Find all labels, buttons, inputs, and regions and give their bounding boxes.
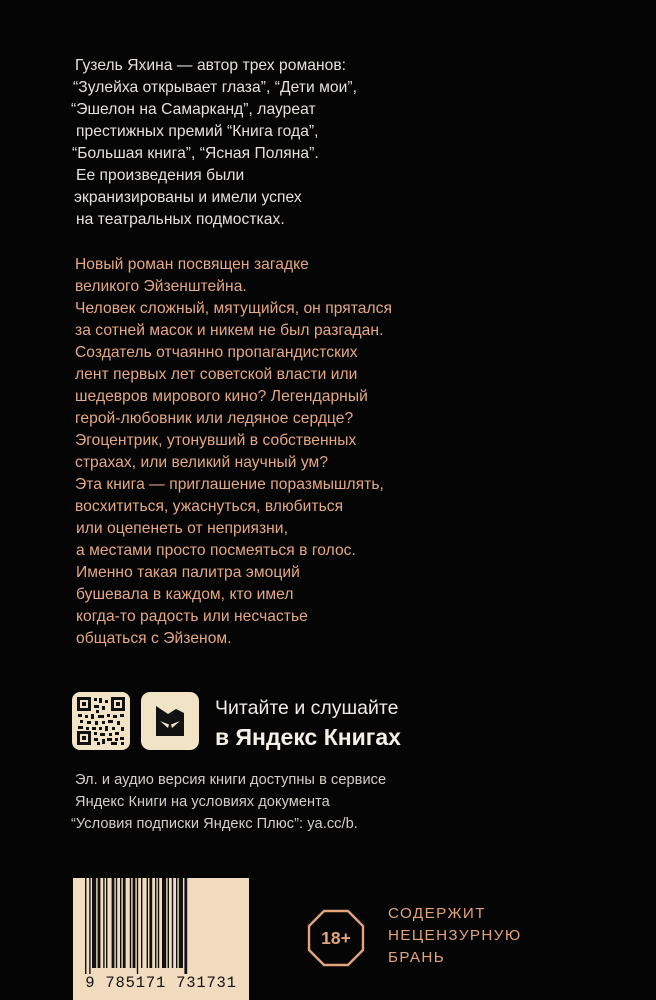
blurb-line: когда-то радость или несчастье [76, 608, 308, 625]
barcode-bar [141, 878, 142, 968]
blurb-line: шедевров мирового кино? Легендарный [75, 388, 368, 405]
barcode-bar [130, 878, 131, 968]
service-note-line: Яндекс Книги на условиях документа [75, 794, 330, 810]
barcode-bar [112, 878, 115, 968]
barcode-bar [147, 878, 148, 968]
barcode-bar [155, 878, 156, 968]
blurb-line: или оцепенеть от неприязни, [76, 520, 288, 537]
blurb-line: Создатель отчаянно пропагандистских [75, 344, 358, 361]
barcode-bar [85, 878, 86, 974]
content-warning-line: СОДЕРЖИТ [388, 905, 486, 922]
blurb-line: Именно такая палитра эмоций [76, 564, 300, 581]
blurb-line: страхах, или великий научный ум? [75, 454, 329, 471]
yandex-books-logo-icon [141, 692, 199, 750]
blurb-line: герой-любовник или ледяное сердце? [75, 410, 354, 427]
barcode-bar [116, 878, 117, 968]
barcode-bars [73, 878, 249, 974]
author-bio-line: на театральных подмостках. [76, 211, 285, 228]
barcode-bar [137, 878, 138, 974]
content-warning-line: НЕЦЕНЗУРНУЮ [388, 927, 522, 944]
promo-read-listen-text: Читайте и слушайте [215, 697, 399, 719]
author-bio-line: “Большая книга”, “Ясная Поляна”. [72, 145, 319, 162]
qr-code-icon [77, 697, 125, 745]
content-warning-line: БРАНЬ [388, 949, 446, 966]
barcode-bar [103, 878, 104, 968]
blurb-line: бушевала в каждом, кто имел [76, 586, 294, 603]
service-note-line: Эл. и аудио версия книги доступны в сервисе [75, 772, 387, 788]
blurb-line: Эгоцентрик, утонувший в собственных [75, 432, 357, 449]
barcode-bar [133, 878, 136, 968]
barcode-bar [149, 878, 152, 968]
barcode-bar [172, 878, 173, 968]
age-rating-badge [307, 909, 365, 967]
promo-yandex-books-text: в Яндекс Книгах [215, 724, 401, 750]
barcode-bar [179, 878, 183, 968]
barcode-bar [98, 878, 101, 968]
author-bio-line: Гузель Яхина — автор трех романов: [75, 57, 347, 74]
service-note-line: “Условия подписки Яндекс Плюс”: ya.cc/b. [71, 816, 358, 832]
blurb-line: восхититься, ужаснуться, влюбиться [75, 498, 344, 515]
yandex-books-logo-icon[interactable] [141, 692, 199, 750]
barcode-bar [168, 878, 169, 968]
blurb-line: за сотней масок и никем не был разгадан. [75, 322, 384, 339]
barcode-bar [120, 878, 121, 968]
blurb-line: лент первых лет советской власти или [75, 366, 358, 383]
author-bio-line: Ее произведения были [76, 167, 245, 184]
blurb-line: Эта книга — приглашение поразмышлять, [75, 476, 384, 493]
barcode-bar [184, 878, 187, 974]
author-bio-line: “Зулейха открывает глаза”, “Дети мои”, [73, 79, 358, 96]
blurb-line: а местами просто посмеяться в голос. [76, 542, 356, 559]
barcode-bar [92, 878, 96, 968]
age-rating-label: 18+ [321, 928, 351, 948]
isbn-barcode [73, 878, 249, 1000]
blurb-line: Человек сложный, мятущийся, он прятался [75, 300, 392, 317]
author-bio-line: “Эшелон на Самарканд”, лауреат [71, 101, 316, 118]
blurb-line: Новый роман посвящен загадке [75, 256, 309, 273]
barcode-bar [106, 878, 107, 968]
author-bio-line: экранизированы и имели успех [74, 189, 302, 206]
isbn-number: 9 785171 731731 [85, 974, 237, 992]
barcode-bar [123, 878, 126, 968]
blurb-line: общаться с Эйзеном. [76, 630, 232, 647]
barcode-bar [89, 878, 90, 974]
qr-code-icon[interactable] [72, 692, 130, 750]
barcode-bar [162, 878, 166, 968]
blurb-line: великого Эйзенштейна. [75, 278, 247, 295]
barcode-bar [158, 878, 159, 968]
author-bio-line: престижных премий “Книга года”, [76, 123, 319, 140]
barcode-bar [176, 878, 177, 968]
